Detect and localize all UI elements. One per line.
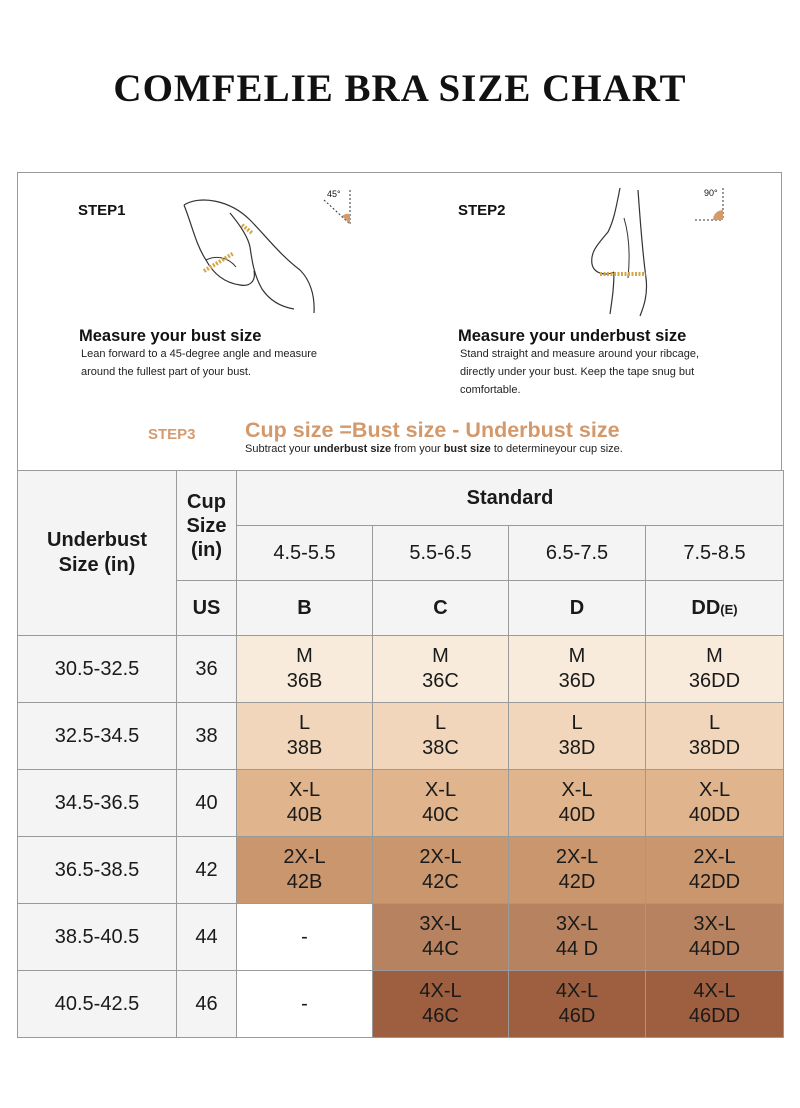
size-code: 36D: [558, 670, 596, 692]
step3-description: Subtract your underbust size from your bust size to determineyour cup size.: [245, 443, 623, 455]
size-cell: [373, 770, 509, 837]
range-header: 6.5-7.5: [509, 526, 646, 581]
angle-45-label: 45°: [327, 189, 341, 199]
size-letter: L: [298, 712, 311, 734]
size-letter: 2X-L: [283, 846, 326, 868]
underbust-cell: 30.5-32.5: [18, 636, 177, 703]
page-title: COMFELIE BRA SIZE CHART: [113, 67, 687, 110]
size-code: 36B: [286, 670, 323, 692]
standard-header: Standard: [237, 471, 784, 526]
angle-90-label: 90°: [704, 188, 718, 198]
size-letter: 3X-L: [419, 913, 462, 935]
size-letter: 3X-L: [693, 913, 736, 935]
size-letter: 3X-L: [555, 913, 599, 935]
us-size-cell: 44: [177, 904, 237, 971]
us-size-cell: 46: [177, 971, 237, 1038]
size-letter: 4X-L: [555, 980, 599, 1002]
size-letter: M: [568, 645, 586, 667]
size-code: 42B: [286, 871, 323, 893]
range-header: 7.5-8.5: [646, 526, 784, 581]
step1-label: STEP1: [78, 202, 126, 219]
size-code: 42DD: [688, 871, 741, 893]
size-letter: M: [432, 645, 449, 667]
size-letter: X-L: [561, 779, 593, 801]
us-size-cell: 42: [177, 837, 237, 904]
table-row: [18, 971, 784, 1038]
table-row: [18, 703, 784, 770]
table-row: [18, 837, 784, 904]
size-cell: [646, 837, 784, 904]
table-row: [18, 904, 784, 971]
underbust-cell: 36.5-38.5: [18, 837, 177, 904]
size-code: 44 D: [555, 938, 599, 960]
underbust-measure-illustration: [580, 188, 660, 318]
size-code: 42C: [422, 871, 459, 893]
us-size-cell: 40: [177, 770, 237, 837]
size-code: 38D: [558, 737, 596, 759]
size-cell: [509, 636, 646, 703]
size-letter: L: [434, 712, 447, 734]
size-code: 46D: [558, 1005, 596, 1027]
size-cell: [237, 971, 373, 1038]
size-code: 36C: [422, 670, 459, 692]
cup-header: D: [509, 581, 646, 636]
size-letter: 2X-L: [419, 846, 462, 868]
step2-heading: Measure your underbust size: [458, 327, 687, 345]
table-row: [18, 636, 784, 703]
underbust-header: Underbust Size (in): [18, 471, 177, 636]
step2-label: STEP2: [458, 202, 506, 219]
size-letter: L: [571, 712, 583, 734]
size-cell: [509, 971, 646, 1038]
size-code: 38DD: [688, 737, 741, 759]
size-code: 36DD: [688, 670, 741, 692]
size-cell: [237, 770, 373, 837]
size-cell: [373, 837, 509, 904]
cup-header: DD(E): [646, 581, 784, 636]
size-letter: 4X-L: [693, 980, 736, 1002]
us-size-cell: 36: [177, 636, 237, 703]
underbust-cell: 32.5-34.5: [18, 703, 177, 770]
size-cell: [646, 904, 784, 971]
size-code: 40DD: [688, 804, 741, 826]
cup-size-header: Cup Size (in): [177, 471, 237, 581]
table-row: [18, 770, 784, 837]
range-header: 5.5-6.5: [373, 526, 509, 581]
size-chart-table: [17, 470, 784, 1038]
size-code: 46C: [422, 1005, 459, 1027]
size-letter: M: [296, 645, 313, 667]
size-cell: [237, 703, 373, 770]
size-cell: [373, 703, 509, 770]
size-cell: [646, 636, 784, 703]
size-cell: [509, 904, 646, 971]
underbust-cell: 38.5-40.5: [18, 904, 177, 971]
size-letter: X-L: [288, 779, 321, 801]
size-cell: [646, 971, 784, 1038]
size-cell: [509, 770, 646, 837]
size-empty: -: [301, 925, 308, 948]
underbust-cell: 40.5-42.5: [18, 971, 177, 1038]
size-cell: [646, 770, 784, 837]
size-code: 42D: [558, 871, 596, 893]
step1-heading: Measure your bust size: [79, 327, 262, 345]
us-size-cell: 38: [177, 703, 237, 770]
size-letter: X-L: [698, 779, 731, 801]
step1-description: Lean forward to a 45-degree angle and measure around the fullest part of your bust.: [81, 348, 318, 378]
size-cell: [509, 837, 646, 904]
size-cell: [373, 904, 509, 971]
size-letter: L: [708, 712, 721, 734]
cup-header: B: [237, 581, 373, 636]
size-code: 44DD: [688, 938, 741, 960]
size-letter: 4X-L: [419, 980, 462, 1002]
us-label: US: [177, 581, 237, 636]
size-cell: [509, 703, 646, 770]
size-cell: [373, 971, 509, 1038]
bust-measure-illustration: [170, 185, 320, 315]
size-code: 40C: [422, 804, 459, 826]
size-cell: [237, 636, 373, 703]
size-empty: -: [301, 992, 308, 1015]
range-header: 4.5-5.5: [237, 526, 373, 581]
size-cell: [646, 703, 784, 770]
size-cell: [237, 904, 373, 971]
step2-description: Stand straight and measure around your ribcage, directly under your bust. Keep the tape snug but comfortable.: [460, 348, 700, 396]
size-code: 44C: [422, 938, 459, 960]
size-code: 38B: [286, 737, 323, 759]
size-letter: M: [706, 645, 723, 667]
size-code: 40D: [558, 804, 596, 826]
step3-formula: Cup size =Bust size - Underbust size: [245, 418, 620, 442]
size-letter: 2X-L: [693, 846, 736, 868]
size-code: 38C: [422, 737, 459, 759]
size-cell: [237, 837, 373, 904]
size-letter: X-L: [424, 779, 457, 801]
step3-label: STEP3: [148, 426, 196, 443]
size-code: 40B: [286, 804, 323, 826]
cup-header: C: [373, 581, 509, 636]
size-code: 46DD: [688, 1005, 741, 1027]
size-letter: 2X-L: [555, 846, 599, 868]
size-cell: [373, 636, 509, 703]
underbust-cell: 34.5-36.5: [18, 770, 177, 837]
